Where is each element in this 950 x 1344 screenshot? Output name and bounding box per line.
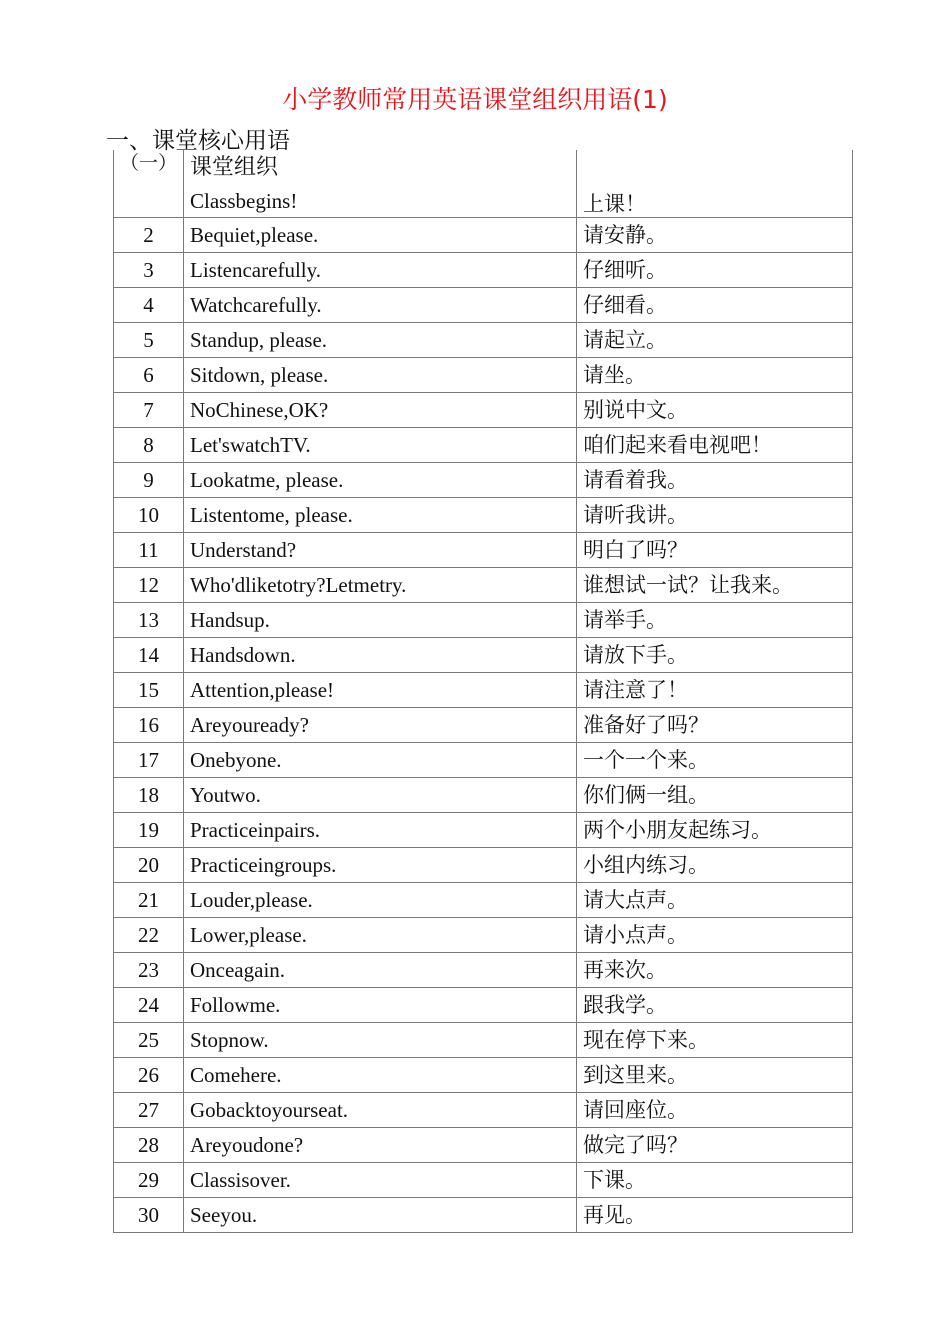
chinese-translation: 到这里来。 [577,1058,853,1093]
chinese-translation: 谁想试一试？让我来。 [577,568,853,603]
english-phrase: Seeyou. [184,1198,577,1233]
chinese-translation: 请安静。 [577,218,853,253]
chinese-translation: 仔细听。 [577,253,853,288]
chinese-translation: 小组内练习。 [577,848,853,883]
table-row [114,673,853,708]
english-phrase: Areyouready? [184,708,577,743]
chinese-translation: 请听我讲。 [577,498,853,533]
table-row [114,883,853,918]
english-phrase: Who'dliketotry?Letmetry. [184,568,577,603]
row-number: 13 [114,603,184,638]
english-phrase: Understand? [184,533,577,568]
english-phrase: Lower,please. [184,918,577,953]
chinese-translation: 请放下手。 [577,638,853,673]
chinese-translation: 请看着我。 [577,463,853,498]
table-row [114,1198,853,1233]
row-number: 4 [114,288,184,323]
english-phrase: NoChinese,OK? [184,393,577,428]
english-phrase: Comehere. [184,1058,577,1093]
row-number: 11 [114,533,184,568]
table-row [114,568,853,603]
table-row [114,428,853,463]
english-phrase: Sitdown, please. [184,358,577,393]
row-number: 28 [114,1128,184,1163]
english-phrase: Watchcarefully. [184,288,577,323]
row-number: 27 [114,1093,184,1128]
row-number: 20 [114,848,184,883]
subsection-number: （一） [114,150,184,218]
table-row [114,953,853,988]
subsection-label: 课堂组织 [190,155,279,180]
chinese-translation: 咱们起来看电视吧！ [577,428,853,463]
table-row [114,848,853,883]
row-number: 8 [114,428,184,463]
english-phrase: Onebyone. [184,743,577,778]
chinese-translation: 仔细看。 [577,288,853,323]
table-row [114,603,853,638]
table-row [114,988,853,1023]
section-heading: 一、课堂核心用语 [106,128,290,154]
row-number: 7 [114,393,184,428]
table-row [114,393,853,428]
row-number: 21 [114,883,184,918]
table-row [114,1058,853,1093]
table-row [114,1163,853,1198]
table-row [114,218,853,253]
row-number: 24 [114,988,184,1023]
english-phrase: Handsdown. [184,638,577,673]
english-phrase: Youtwo. [184,778,577,813]
table-row [114,813,853,848]
row-number: 9 [114,463,184,498]
table-row [114,498,853,533]
phrase-table [113,150,853,1233]
table-row [114,288,853,323]
english-phrase: Followme. [184,988,577,1023]
row-number: 22 [114,918,184,953]
table-row [114,778,853,813]
chinese-translation: 再来次。 [577,953,853,988]
row-number: 5 [114,323,184,358]
phrase-table-body [114,150,853,1233]
row-number: 14 [114,638,184,673]
table-row [114,323,853,358]
row-number: 25 [114,1023,184,1058]
subsection-cell [184,150,577,218]
chinese-translation: 两个小朋友起练习。 [577,813,853,848]
row-number: 29 [114,1163,184,1198]
chinese-translation: 下课。 [577,1163,853,1198]
english-phrase: Onceagain. [184,953,577,988]
row-number: 10 [114,498,184,533]
row-number: 23 [114,953,184,988]
english-phrase: Let'swatchTV. [184,428,577,463]
english-phrase: Handsup. [184,603,577,638]
table-row [114,150,853,218]
english-phrase: Lookatme, please. [184,463,577,498]
row-number: 15 [114,673,184,708]
english-phrase: Standup, please. [184,323,577,358]
table-row [114,533,853,568]
table-row [114,743,853,778]
table-row [114,1093,853,1128]
english-phrase: Attention,please! [184,673,577,708]
row-number: 12 [114,568,184,603]
page-title: 小学教师常用英语课堂组织用语(1) [282,85,668,114]
chinese-translation: 上课！ [577,150,853,218]
row-number: 2 [114,218,184,253]
table-row [114,708,853,743]
chinese-translation: 现在停下来。 [577,1023,853,1058]
row-number: 19 [114,813,184,848]
chinese-translation: 明白了吗？ [577,533,853,568]
chinese-translation: 再见。 [577,1198,853,1233]
english-phrase: Areyoudone? [184,1128,577,1163]
chinese-translation: 一个一个来。 [577,743,853,778]
chinese-translation: 请小点声。 [577,918,853,953]
table-row [114,463,853,498]
row-number: 26 [114,1058,184,1093]
chinese-translation: 你们俩一组。 [577,778,853,813]
table-row [114,358,853,393]
english-phrase: Classisover. [184,1163,577,1198]
table-row [114,638,853,673]
chinese-translation: 请坐。 [577,358,853,393]
chinese-translation: 请回座位。 [577,1093,853,1128]
row-number: 16 [114,708,184,743]
row-number: 6 [114,358,184,393]
chinese-translation: 别说中文。 [577,393,853,428]
english-phrase: Stopnow. [184,1023,577,1058]
english-phrase: Bequiet,please. [184,218,577,253]
english-phrase: Classbegins! [190,189,298,213]
english-phrase: Practiceingroups. [184,848,577,883]
chinese-translation: 跟我学。 [577,988,853,1023]
row-number: 17 [114,743,184,778]
chinese-translation: 请起立。 [577,323,853,358]
table-row [114,253,853,288]
row-number: 3 [114,253,184,288]
english-phrase: Louder,please. [184,883,577,918]
english-phrase: Listencarefully. [184,253,577,288]
english-phrase: Gobacktoyourseat. [184,1093,577,1128]
english-phrase: Practiceinpairs. [184,813,577,848]
chinese-translation: 做完了吗？ [577,1128,853,1163]
row-number: 18 [114,778,184,813]
chinese-translation: 请举手。 [577,603,853,638]
chinese-translation: 准备好了吗？ [577,708,853,743]
chinese-translation: 请大点声。 [577,883,853,918]
table-row [114,1128,853,1163]
chinese-translation: 请注意了！ [577,673,853,708]
table-row [114,1023,853,1058]
row-number: 30 [114,1198,184,1233]
table-row [114,918,853,953]
english-phrase: Listentome, please. [184,498,577,533]
